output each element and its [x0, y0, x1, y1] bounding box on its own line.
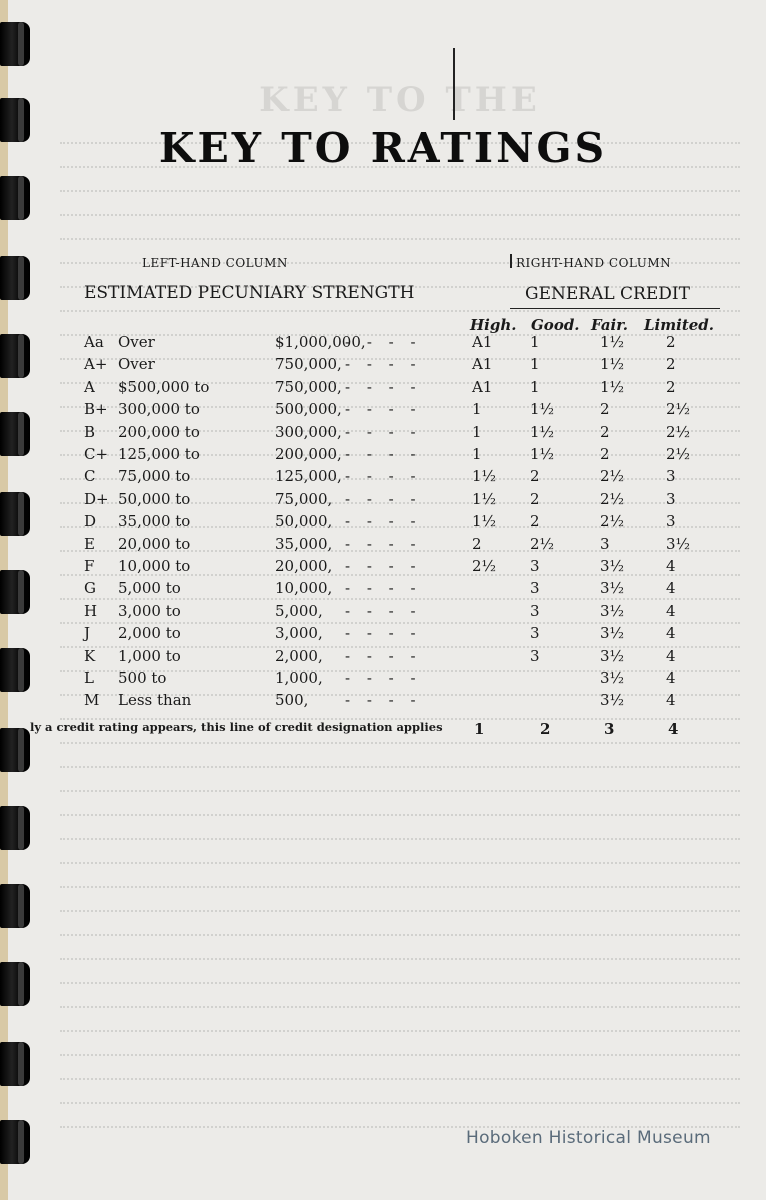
leader-dashes: - - - - — [345, 333, 422, 351]
rating-row — [0, 557, 766, 579]
ghost-line — [60, 894, 740, 912]
ghost-line — [60, 1062, 740, 1080]
leader-dashes: - - - - — [345, 377, 422, 396]
general-credit-heading: GENERAL CREDIT — [525, 284, 690, 304]
rating-code: H — [84, 601, 98, 620]
range-from: 3,000 to — [118, 601, 181, 620]
rating-row — [0, 691, 766, 713]
ghost-line — [60, 750, 740, 768]
credit-high: A1 — [472, 355, 493, 374]
leader-dashes: - - - - — [345, 601, 422, 620]
credit-limited: 4 — [666, 579, 676, 598]
credit-limited: 4 — [666, 624, 676, 643]
leader-dashes: - - - - — [345, 467, 422, 486]
range-from: 300,000 to — [118, 400, 200, 419]
range-from: 50,000 to — [118, 489, 191, 508]
leader-dashes: - - - - — [345, 691, 422, 710]
credit-fair: 2 — [600, 422, 610, 441]
footer-value-high: 1 — [474, 720, 485, 738]
column-divider-tick — [510, 254, 512, 268]
ghost-line — [60, 174, 740, 192]
ghost-line — [60, 870, 740, 888]
credit-limited: 4 — [666, 646, 676, 665]
rating-code: C+ — [84, 445, 109, 463]
credit-limited: 2 — [666, 355, 676, 374]
credit-high: A1 — [472, 333, 493, 351]
binding-ring — [0, 728, 30, 772]
ghost-line — [60, 918, 740, 936]
leader-dashes: - - - - — [345, 624, 422, 643]
credit-high: 2 — [472, 534, 482, 553]
binding-ring — [0, 1120, 30, 1164]
range-from: 500 to — [118, 669, 167, 687]
grade-header-limited: Limited. — [644, 316, 714, 334]
rating-row — [0, 333, 766, 355]
rating-row — [0, 579, 766, 601]
range-to: 5,000, — [275, 601, 323, 620]
range-to: 500, — [275, 691, 309, 710]
rating-code: Aa — [84, 333, 104, 351]
rating-code: M — [84, 691, 100, 710]
range-from: 1,000 to — [118, 646, 181, 665]
binding-ring — [0, 1042, 30, 1086]
credit-good: 1½ — [530, 445, 555, 463]
leader-dashes: - - - - — [345, 355, 422, 374]
ghost-line — [60, 822, 740, 840]
credit-high: 1½ — [472, 489, 497, 508]
credit-limited: 2½ — [666, 422, 691, 441]
range-to: 20,000, — [275, 557, 333, 575]
range-from: 75,000 to — [118, 467, 191, 486]
leader-dashes: - - - - — [345, 422, 422, 441]
museum-watermark: Hoboken Historical Museum — [466, 1128, 711, 1148]
credit-good: 1 — [530, 355, 540, 374]
ghost-line — [60, 1014, 740, 1032]
rating-code: L — [84, 669, 94, 687]
range-from: Over — [118, 355, 155, 374]
range-from: 5,000 to — [118, 579, 181, 598]
credit-good: 1½ — [530, 400, 555, 419]
credit-limited: 3½ — [666, 534, 691, 553]
credit-high: 1 — [472, 445, 482, 463]
rating-row — [0, 647, 766, 669]
range-to: 3,000, — [275, 624, 323, 643]
rating-row — [0, 535, 766, 557]
range-to: 10,000, — [275, 579, 333, 598]
rating-code: C — [84, 467, 96, 486]
grade-header-fair: Fair. — [591, 316, 628, 334]
range-to: 75,000, — [275, 489, 333, 508]
credit-limited: 2½ — [666, 445, 691, 463]
credit-fair: 1½ — [600, 333, 625, 351]
footer-value-good: 2 — [540, 720, 551, 738]
credit-good: 2½ — [530, 534, 555, 553]
leader-dashes: - - - - — [345, 445, 422, 463]
rating-code: G — [84, 579, 96, 598]
leader-dashes: - - - - — [345, 669, 422, 687]
rating-row — [0, 400, 766, 422]
rating-code: D — [84, 512, 97, 531]
range-to: 200,000, — [275, 445, 342, 463]
binding-ring — [0, 806, 30, 850]
grade-header-high: High. — [470, 316, 517, 334]
credit-limited: 3 — [666, 467, 676, 486]
credit-fair: 2½ — [600, 512, 625, 531]
general-credit-rule — [510, 308, 720, 309]
range-to: 750,000, — [275, 355, 342, 374]
footer-value-fair: 3 — [604, 720, 615, 738]
rating-row — [0, 602, 766, 624]
credit-high: 2½ — [472, 557, 497, 575]
range-from: 10,000 to — [118, 557, 191, 575]
credit-fair: 1½ — [600, 377, 625, 396]
credit-good: 3 — [530, 579, 540, 598]
rating-code: A+ — [84, 355, 108, 374]
credit-good: 3 — [530, 557, 540, 575]
credit-good: 2 — [530, 467, 540, 486]
rating-code: A — [84, 377, 95, 396]
range-to: 750,000, — [275, 377, 342, 396]
credit-fair: 2½ — [600, 467, 625, 486]
binding-ring — [0, 256, 30, 300]
credit-good: 1 — [530, 333, 540, 351]
ghost-line — [60, 798, 740, 816]
credit-high: 1 — [472, 422, 482, 441]
credit-good: 3 — [530, 601, 540, 620]
range-to: 125,000, — [275, 467, 342, 486]
ghost-line — [60, 774, 740, 792]
range-from: Less than — [118, 691, 192, 710]
credit-fair: 2 — [600, 400, 610, 419]
credit-good: 1½ — [530, 422, 555, 441]
leader-dashes: - - - - — [345, 489, 422, 508]
credit-good: 3 — [530, 624, 540, 643]
leader-dashes: - - - - — [345, 400, 422, 419]
vertical-rule — [453, 48, 455, 120]
credit-high: 1½ — [472, 512, 497, 531]
credit-limited: 4 — [666, 691, 676, 710]
range-to: 35,000, — [275, 534, 333, 553]
ghost-line — [60, 1086, 740, 1104]
credit-good: 2 — [530, 489, 540, 508]
footer-note: ly a credit rating appears, this line of credit designation applies — [30, 720, 443, 734]
ghost-line — [60, 942, 740, 960]
rating-row — [0, 445, 766, 467]
range-from: 200,000 to — [118, 422, 200, 441]
rating-row — [0, 490, 766, 512]
credit-high: 1½ — [472, 467, 497, 486]
credit-fair: 2 — [600, 445, 610, 463]
leader-dashes: - - - - — [345, 534, 422, 553]
credit-high: 1 — [472, 400, 482, 419]
leader-dashes: - - - - — [345, 579, 422, 598]
credit-fair: 3½ — [600, 646, 625, 665]
rating-code: D+ — [84, 489, 109, 508]
range-from: $500,000 to — [118, 377, 210, 396]
rating-row — [0, 423, 766, 445]
footer-value-limited: 4 — [668, 720, 679, 738]
credit-fair: 3 — [600, 534, 610, 553]
binding-ring — [0, 22, 30, 66]
ghost-line — [60, 198, 740, 216]
range-to: 300,000, — [275, 422, 342, 441]
range-from: 2,000 to — [118, 624, 181, 643]
ghost-line — [60, 990, 740, 1008]
left-column-heading: LEFT-HAND COLUMN — [142, 256, 288, 270]
leader-dashes: - - - - — [345, 512, 422, 531]
rating-row — [0, 624, 766, 646]
credit-limited: 4 — [666, 557, 676, 575]
ghost-line — [60, 966, 740, 984]
credit-limited: 4 — [666, 669, 676, 687]
ghost-title: KEY TO THE — [259, 80, 541, 120]
range-from: 20,000 to — [118, 534, 191, 553]
range-to: 50,000, — [275, 512, 333, 531]
leader-dashes: - - - - — [345, 557, 422, 575]
credit-high: A1 — [472, 377, 493, 396]
rating-code: F — [84, 557, 95, 575]
range-to: 1,000, — [275, 669, 323, 687]
rating-row — [0, 512, 766, 534]
credit-fair: 3½ — [600, 557, 625, 575]
rating-row — [0, 467, 766, 489]
range-from: 125,000 to — [118, 445, 200, 463]
credit-fair: 3½ — [600, 601, 625, 620]
binding-ring — [0, 884, 30, 928]
credit-limited: 2½ — [666, 400, 691, 419]
leader-dashes: - - - - — [345, 646, 422, 665]
rating-code: E — [84, 534, 95, 553]
range-from: Over — [118, 333, 155, 351]
binding-ring — [0, 962, 30, 1006]
credit-limited: 2 — [666, 377, 676, 396]
credit-limited: 3 — [666, 489, 676, 508]
ghost-line — [60, 222, 740, 240]
credit-limited: 3 — [666, 512, 676, 531]
credit-fair: 1½ — [600, 355, 625, 374]
credit-fair: 3½ — [600, 579, 625, 598]
credit-fair: 2½ — [600, 489, 625, 508]
right-column-heading: RIGHT-HAND COLUMN — [516, 256, 672, 270]
ghost-line — [60, 1038, 740, 1056]
credit-fair: 3½ — [600, 691, 625, 710]
rating-code: B+ — [84, 400, 108, 419]
credit-good: 1 — [530, 377, 540, 396]
range-to: 500,000, — [275, 400, 342, 419]
ghost-line — [60, 846, 740, 864]
credit-good: 2 — [530, 512, 540, 531]
credit-fair: 3½ — [600, 669, 625, 687]
estimated-strength-heading: ESTIMATED PECUNIARY STRENGTH — [84, 283, 415, 303]
credit-fair: 3½ — [600, 624, 625, 643]
range-to: 2,000, — [275, 646, 323, 665]
rating-row — [0, 355, 766, 377]
rating-row — [0, 669, 766, 691]
rating-code: K — [84, 646, 96, 665]
rating-code: J — [84, 624, 91, 643]
ghost-line — [60, 1110, 740, 1128]
rating-code: B — [84, 422, 96, 441]
range-to: $1,000,000, — [275, 333, 366, 351]
page-title: KEY TO RATINGS — [158, 124, 608, 172]
credit-limited: 4 — [666, 601, 676, 620]
grade-header-good: Good. — [531, 316, 580, 334]
rating-row — [0, 378, 766, 400]
credit-limited: 2 — [666, 333, 676, 351]
binding-ring — [0, 176, 30, 220]
credit-good: 3 — [530, 646, 540, 665]
range-from: 35,000 to — [118, 512, 191, 531]
